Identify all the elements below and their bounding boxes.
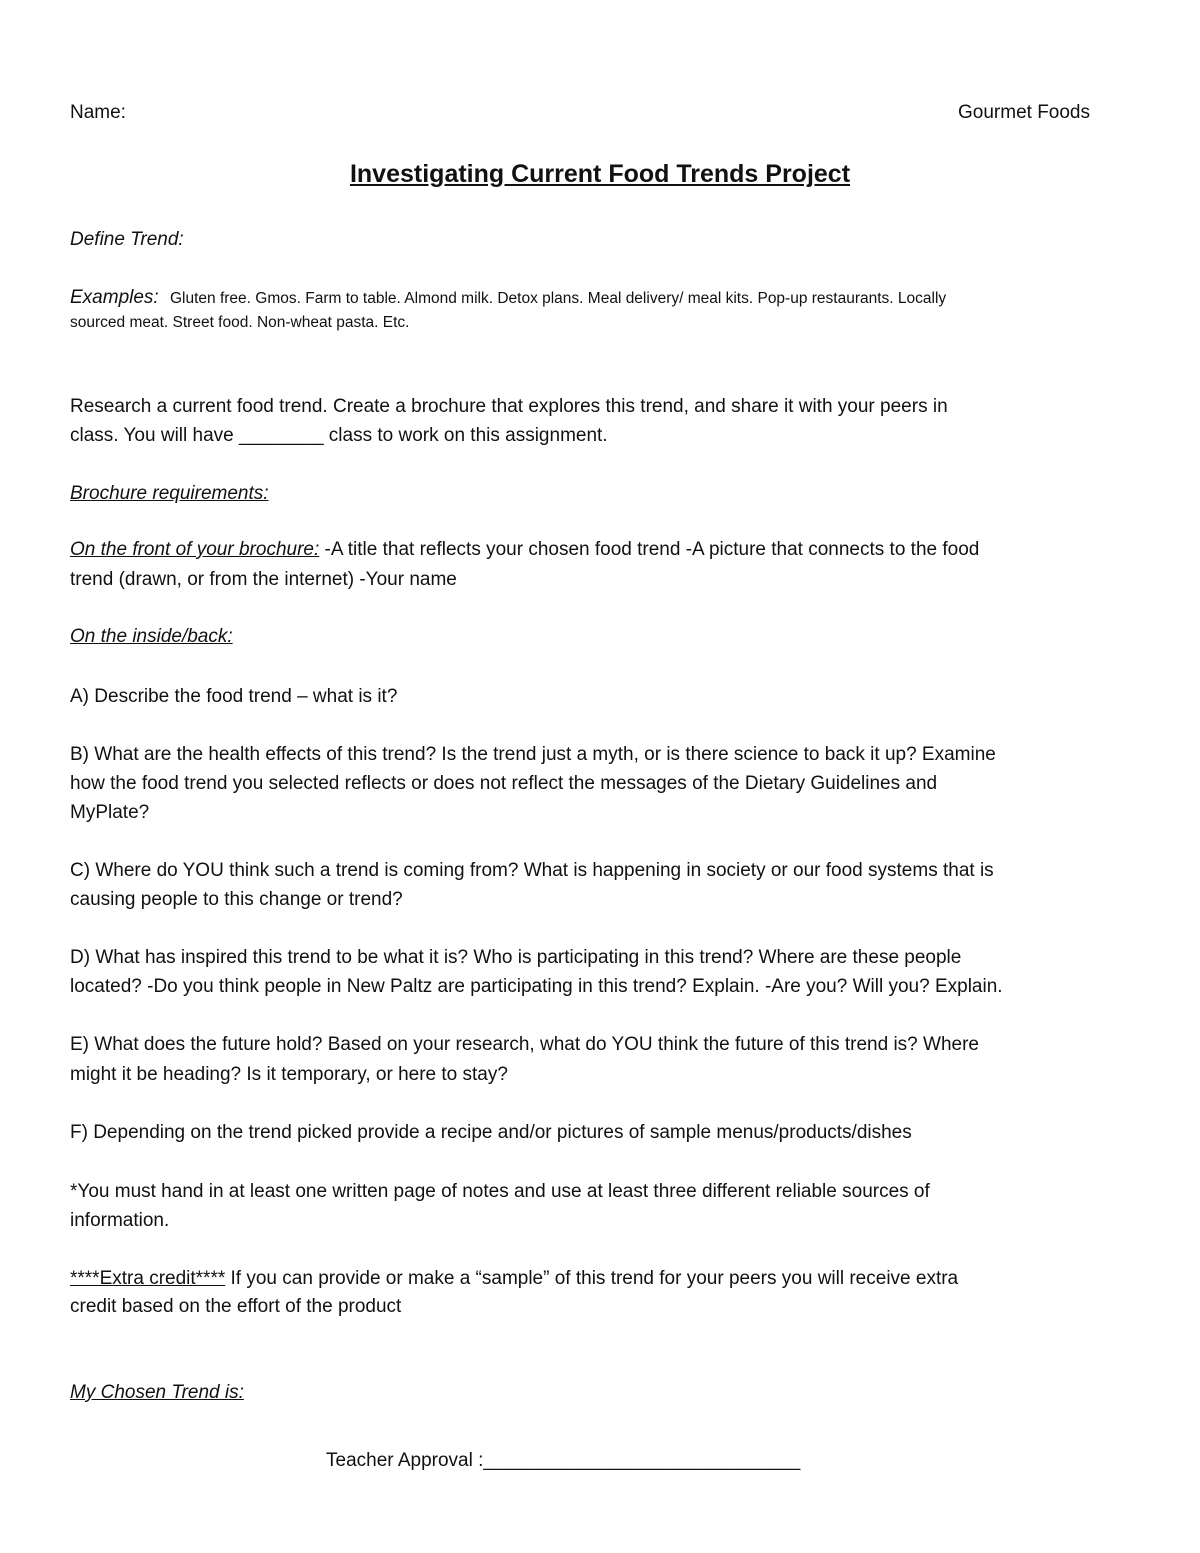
item-e-line-1: E) What does the future hold? Based on your research, what do YOU think the future of this trend is? Where [70, 1034, 979, 1055]
page-title: Investigating Current Food Trends Project [349, 160, 851, 188]
item-a: A) Describe the food trend – what is it? [70, 686, 398, 707]
course-name: Gourmet Foods [958, 102, 1090, 123]
extra-credit-line-1 [70, 1264, 1140, 1293]
item-e-line-2: might it be heading? Is it temporary, or here to stay? [70, 1064, 508, 1085]
item-b-line-1: B) What are the health effects of this trend? Is the trend just a myth, or is there science to back it up? Examine [70, 744, 996, 765]
header-row [70, 102, 1090, 130]
name-label: Name: [70, 102, 126, 123]
extra-credit-label: ****Extra credit**** [70, 1268, 226, 1289]
item-c-line-1: C) Where do YOU think such a trend is coming from? What is happening in society or our food systems that is [70, 860, 994, 881]
intro-line-1: Research a current food trend. Create a brochure that explores this trend, and share it with your peers in [70, 396, 948, 417]
item-b-line-2: how the food trend you selected reflects or does not reflect the messages of the Dietary Guidelines and [70, 773, 938, 794]
extra-credit-text-1: If you can provide or make a “sample” of this trend for your peers you will receive extra [225, 1268, 959, 1289]
item-d-line-2: located? -Do you think people in New Paltz are participating in this trend? Explain. -Are you? Will you? Explain. [70, 976, 1003, 997]
chosen-trend-label: My Chosen Trend is: [70, 1382, 244, 1403]
examples-line-2: sourced meat. Street food. Non-wheat pasta. Etc. [70, 314, 410, 331]
extra-credit-line-2: credit based on the effort of the product [70, 1296, 402, 1317]
notes-line-1: *You must hand in at least one written page of notes and use at least three different reliable sources of [70, 1181, 930, 1202]
brochure-requirements-label: Brochure requirements: [70, 483, 269, 504]
front-text-1: -A title that reflects your chosen food trend -A picture that connects to the food [319, 539, 980, 560]
notes-line-2: information. [70, 1210, 170, 1231]
intro-line-2: class. You will have ________ class to work on this assignment. [70, 425, 608, 446]
teacher-approval: Teacher Approval :______________________________ [326, 1450, 801, 1471]
item-f: F) Depending on the trend picked provide a recipe and/or pictures of sample menus/products/dishes [70, 1122, 912, 1143]
examples-line-1 [70, 283, 1140, 312]
item-d-line-1: D) What has inspired this trend to be what it is? Who is participating in this trend? Where are these people [70, 947, 962, 968]
define-trend-label: Define Trend: [70, 229, 184, 250]
front-line-1 [70, 535, 1140, 564]
inside-label: On the inside/back: [70, 626, 233, 647]
examples-text-1: Gluten free. Gmos. Farm to table. Almond milk. Detox plans. Meal delivery/ meal kits. Pop-up restaurants. Locally [169, 290, 947, 307]
item-c-line-2: causing people to this change or trend? [70, 889, 403, 910]
item-b-line-3: MyPlate? [70, 802, 150, 823]
front-line-2: trend (drawn, or from the internet) -Your name [70, 569, 457, 590]
examples-label: Examples: [70, 287, 159, 308]
front-label: On the front of your brochure: [70, 539, 320, 560]
